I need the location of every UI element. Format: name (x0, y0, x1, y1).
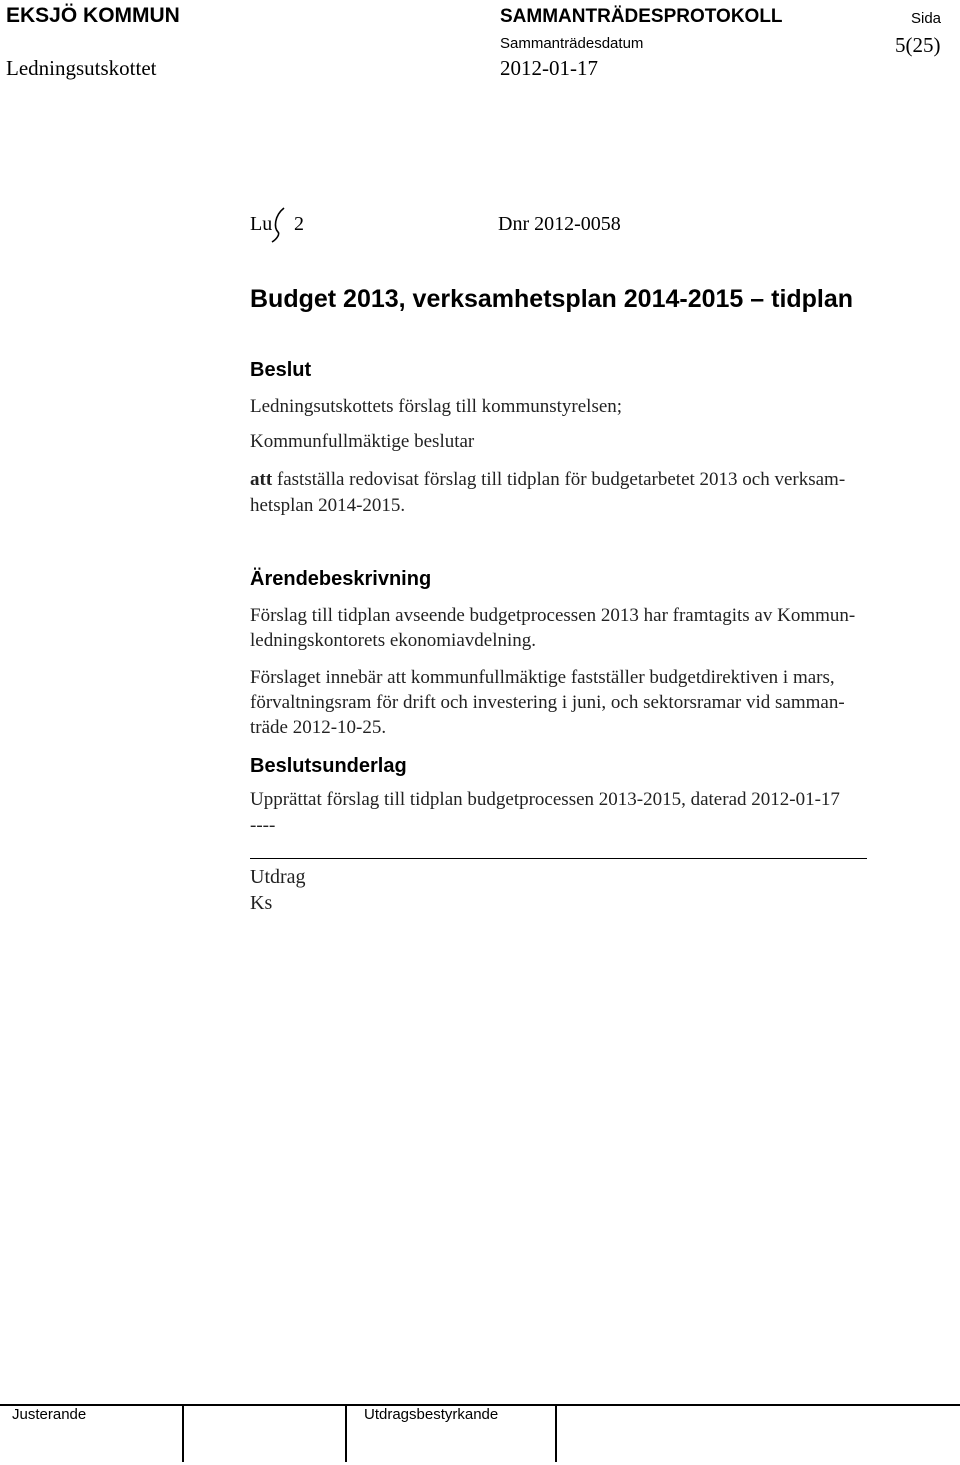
signature-box-divider (182, 1406, 184, 1462)
distribution-label: Utdrag (250, 866, 306, 888)
signature-box-divider (555, 1406, 557, 1462)
meeting-date-label: Sammanträdesdatum (500, 35, 644, 52)
beslut-line-3-text: fastställa redovisat förslag till tidplan för budgetarbetet 2013 och verksam- (272, 469, 846, 490)
arende-p1-line-2: ledningskontorets ekonomiavdelning. (250, 630, 537, 651)
beslut-heading: Beslut (250, 359, 312, 381)
distribution-recipient: Ks (250, 892, 273, 914)
beslutsunderlag-heading: Beslutsunderlag (250, 755, 407, 777)
municipality-name: EKSJÖ KOMMUN (6, 4, 180, 27)
paragraph-number: 2 (294, 213, 304, 235)
footer-justerande-label: Justerande (12, 1406, 87, 1423)
beslut-line-4: hetsplan 2014-2015. (250, 495, 406, 516)
att-keyword: att (250, 469, 273, 490)
arende-p2-line-1: Förslaget innebär att kommunfullmäktige fastställer budgetdirektiven i mars, (250, 667, 835, 688)
meeting-date: 2012-01-17 (500, 56, 598, 80)
beslut-line-3 (250, 469, 845, 491)
arende-p2-line-3: träde 2012-10-25. (250, 717, 387, 738)
beslutsunderlag-line-1: Upprättat förslag till tidplan budgetprocessen 2013-2015, daterad 2012-01-17 (250, 789, 840, 810)
document-type: SAMMANTRÄDESPROTOKOLL (500, 6, 783, 27)
arende-p1-line-1: Förslag till tidplan avseende budgetprocessen 2013 har framtagits av Kommun- (250, 605, 856, 626)
paragraph-ref-prefix: Lu (250, 213, 273, 235)
page-label: Sida (911, 10, 942, 27)
page-number: 5(25) (895, 33, 941, 57)
arendebeskrivning-heading: Ärendebeskrivning (250, 568, 432, 590)
section-sign-icon (268, 206, 290, 244)
arende-p2-line-2: förvaltningsram för drift och investering i juni, och sektorsramar vid samman- (250, 692, 845, 713)
beslutsunderlag-line-2: ---- (250, 815, 276, 836)
diary-number: Dnr 2012-0058 (498, 213, 621, 235)
item-title: Budget 2013, verksamhetsplan 2014-2015 – tidplan (250, 285, 854, 313)
signature-box-divider (345, 1406, 347, 1462)
beslut-line-2: Kommunfullmäktige beslutar (250, 431, 475, 452)
department-name: Ledningsutskottet (6, 56, 157, 80)
beslut-line-1: Ledningsutskottets förslag till kommunstyrelsen; (250, 396, 623, 417)
footer-utdragsbestyrkande-label: Utdragsbestyrkande (364, 1406, 499, 1423)
separator-rule (250, 858, 867, 859)
